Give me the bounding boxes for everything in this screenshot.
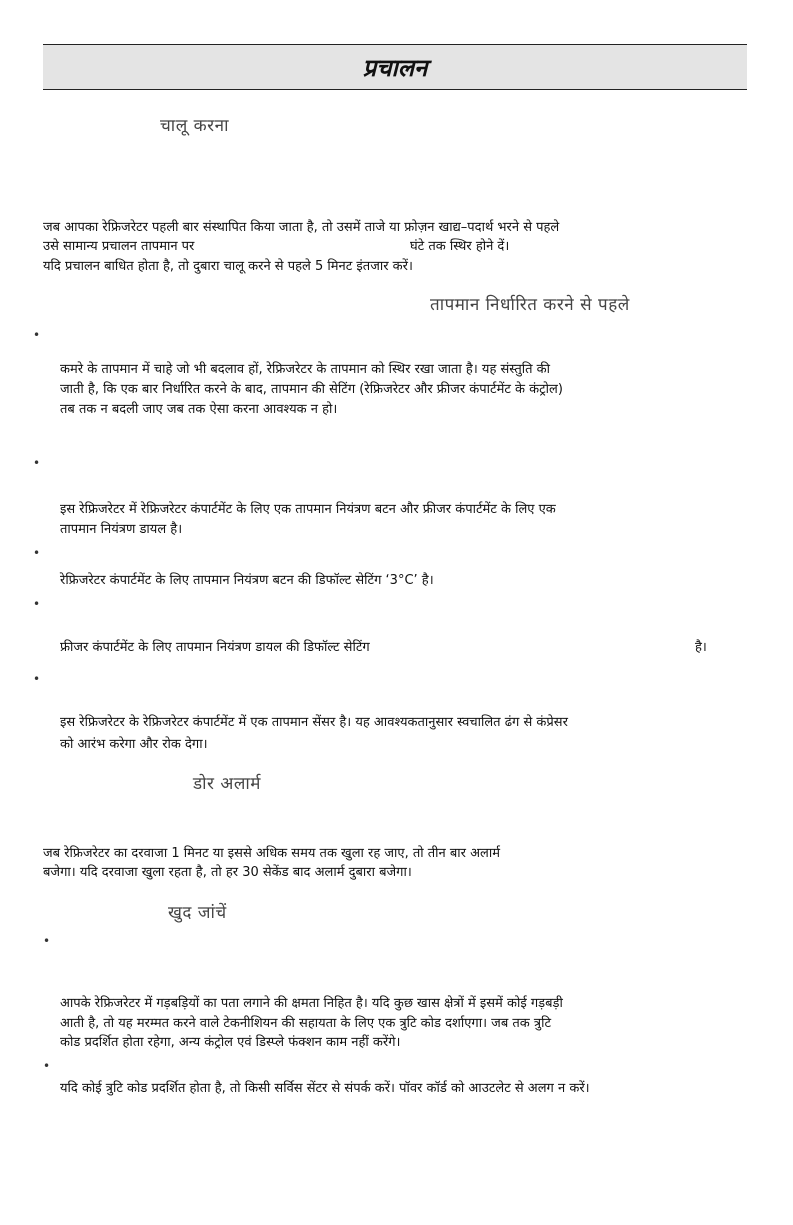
page-title: प्रचालन — [362, 54, 428, 82]
bullet-mark: • — [33, 456, 41, 470]
temp-b4-line-end: है। — [695, 640, 707, 655]
bullet-mark: • — [33, 328, 41, 342]
temp-b1-line-1: कमरे के तापमान में चाहे जो भी बदलाव हों, रेफ्रिजरेटर के तापमान को स्थिर रखा जाता है। यह संस्तुति की — [60, 362, 550, 377]
switch-on-line-2b: घंटे तक स्थिर होने दें। — [410, 239, 510, 254]
temp-b3-line-1: रेफ्रिजरेटर कंपार्टमेंट के लिए तापमान नियंत्रण बटन की डिफॉल्ट सेटिंग ‘3°C’ है। — [60, 573, 434, 588]
self-check-b2-line-1: यदि कोई त्रुटि कोड प्रदर्शित होता है, तो किसी सर्विस सेंटर से संपर्क करें। पॉवर कॉर्ड को आउटलेट से अलग न करें। — [60, 1081, 590, 1096]
temp-b2-line-2: तापमान नियंत्रण डायल है। — [60, 522, 183, 537]
heading-door-alarm: डोर अलार्म — [193, 774, 261, 794]
self-check-b1-line-2: आती है, तो यह मरम्मत करने वाले टेकनीशियन की सहायता के लिए एक त्रुटि कोड दर्शाएगा। जब तक त्रुटि — [60, 1016, 551, 1031]
title-bar — [43, 44, 747, 90]
temp-b1-line-3: तब तक न बदली जाए जब तक ऐसा करना आवश्यक न हो। — [60, 402, 338, 417]
temp-b5-line-2: को आरंभ करेगा और रोक देगा। — [60, 737, 208, 752]
switch-on-line-3: यदि प्रचालन बाधित होता है, तो दुबारा चालू करने से पहले 5 मिनट इंतजार करें। — [43, 259, 413, 274]
heading-self-check: खुद जांचें — [168, 903, 227, 923]
switch-on-line-2a: उसे सामान्य प्रचालन तापमान पर — [43, 239, 195, 254]
bullet-mark: • — [33, 546, 41, 560]
bullet-mark: • — [33, 672, 41, 686]
bullet-mark: • — [43, 1059, 51, 1073]
temp-b4-line-start: फ्रीजर कंपार्टमेंट के लिए तापमान नियंत्रण डायल की डिफॉल्ट सेटिंग — [60, 640, 370, 655]
self-check-b1-line-1: आपके रेफ्रिजरेटर में गड़बड़ियों का पता लगाने की क्षमता निहित है। यदि कुछ खास क्षेत्रों में इसमें कोई गड़बड़ी — [60, 996, 563, 1011]
temp-b2-line-1: इस रेफ्रिजरेटर में रेफ्रिजरेटर कंपार्टमेंट के लिए एक तापमान नियंत्रण बटन और फ्रीजर कंपार्टमेंट के लिए एक — [60, 502, 556, 517]
heading-switch-on: चालू करना — [160, 116, 229, 136]
bullet-mark: • — [33, 597, 41, 611]
self-check-b1-line-3: कोड प्रदर्शित होता रहेगा, अन्य कंट्रोल एवं डिस्प्ले फंक्शन काम नहीं करेंगे। — [60, 1035, 401, 1050]
door-alarm-line-1: जब रेफ्रिजरेटर का दरवाजा 1 मिनट या इससे अधिक समय तक खुला रह जाए, तो तीन बार अलार्म — [43, 846, 500, 861]
temp-b5-line-1: इस रेफ्रिजरेटर के रेफ्रिजरेटर कंपार्टमेंट में एक तापमान सेंसर है। यह आवश्यकतानुसार स्वचालित ढंग से कंप्रेसर — [60, 715, 568, 730]
temp-b1-line-2: जाती है, कि एक बार निर्धारित करने के बाद, तापमान की सेटिंग (रेफ्रिजरेटर और फ्रीजर कंपार्टमेंट के कंट्रोल) — [60, 382, 563, 397]
bullet-mark: • — [43, 934, 51, 948]
heading-before-temp: तापमान निर्धारित करने से पहले — [430, 295, 630, 315]
door-alarm-line-2: बजेगा। यदि दरवाजा खुला रहता है, तो हर 30 सेकेंड बाद अलार्म दुबारा बजेगा। — [43, 865, 412, 880]
switch-on-line-1: जब आपका रेफ्रिजरेटर पहली बार संस्थापित किया जाता है, तो उसमें ताजे या फ्रोज़न खाद्य–पदार्थ भरने से पहले — [43, 220, 560, 235]
